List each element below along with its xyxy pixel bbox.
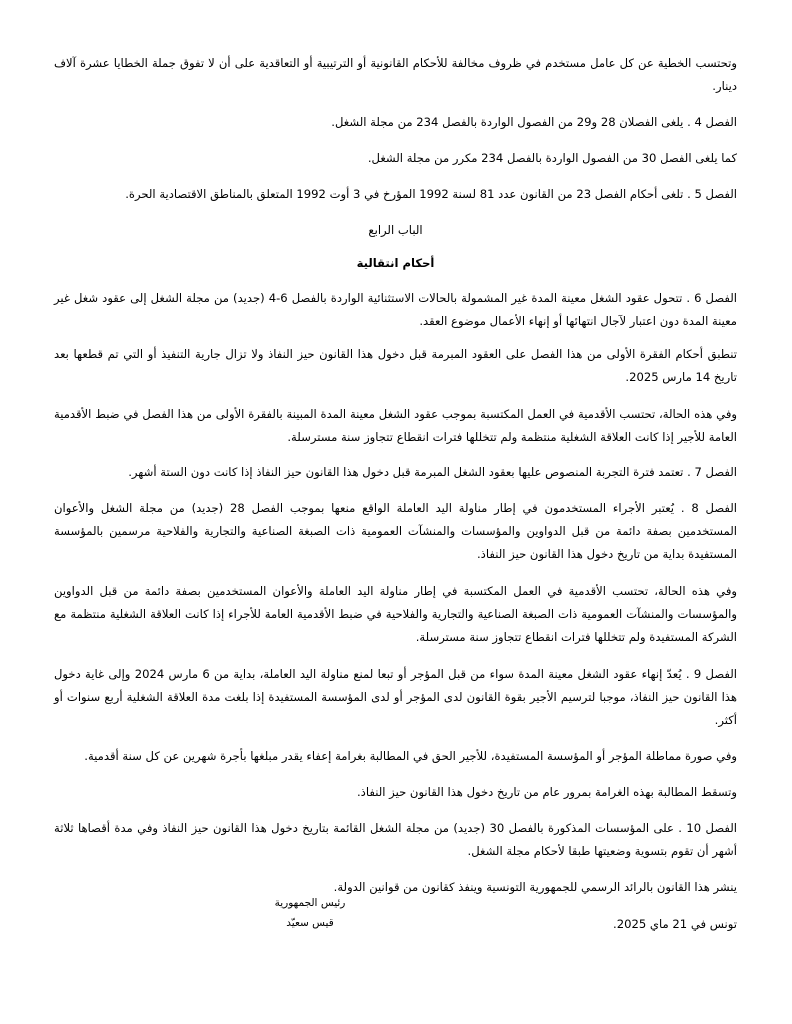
chapter-heading: الباب الرابع — [368, 223, 423, 237]
section-title: أحكام انتقالية — [356, 256, 435, 270]
paragraph-article-8-seniority: وفي هذه الحالة، تحتسب الأقدمية في العمل المكتسبة في إطار مناولة اليد العاملة والأعوان المستخدمين بصفة دائمة من قبل الدواوين والمؤسسات والمنشآت العمومية ذات الصبغة الصناعية والتجارية والفلاحية في ضبط الأقدمية العامة للأجراء إذا كانت العلاقة الشغلية منتظمة مع الشركة المستفيدة ولم تتخللها فترات انقطاع تتجاوز سنة مسترسلة. — [54, 584, 737, 644]
paragraph-article-9-limitation: وتسقط المطالبة بهذه الغرامة بمرور عام من تاريخ دخول هذا القانون حيز النفاذ. — [357, 785, 737, 799]
paragraph-article-10: الفصل 10 . على المؤسسات المذكورة بالفصل 30 (جديد) من مجلة الشغل القائمة بتاريخ دخول هذا القانون حيز النفاذ وفي مدة أقصاها ثلاثة أشهر أن تقوم بتسوية وضعيتها طبقا لأحكام مجلة الشغل. — [54, 821, 738, 858]
paragraph-article-7: الفصل 7 . تعتمد فترة التجربة المنصوص عليها بعقود الشغل المبرمة قبل دخول هذا القانون حيز النفاذ إذا كانت دون الستة أشهر. — [128, 465, 737, 479]
paragraph-article-8: الفصل 8 . يُعتبر الأجراء المستخدمون في إطار مناولة اليد العاملة الواقع منعها بموجب الفصل 28 (جديد) من مجلة الشغل والأعوان المستخدمين بصفة دائمة من قبل الدواوين والمؤسسات والمنشآت العمومية ذات الصبغة الصناعية والتجارية والفلاحية مرسمين بالمؤسسة المستفيدة بداية من تاريخ دخول هذا القانون حيز النفاذ. — [54, 501, 737, 561]
paragraph-date: تونس في 21 ماي 2025. — [613, 917, 737, 931]
paragraph-article-6-seniority: وفي هذه الحالة، تحتسب الأقدمية في العمل المكتسبة بموجب عقود الشغل معينة المدة المبينة بالفقرة الأولى من هذا الفصل في ضبط الأقدمية العامة للأجير إذا كانت العلاقة الشغلية منتظمة ولم تتخللها فترات انقطاع تتجاوز سنة مسترسلة. — [54, 407, 737, 444]
paragraph-article-9: الفصل 9 . يُعدّ إنهاء عقود الشغل معينة المدة سواء من قبل المؤجر أو تبعا لمنع مناولة اليد العاملة، بداية من 6 مارس 2024 وإلى غاية دخول هذا القانون حيز النفاذ، موجبا لترسيم الأجير بقوة القانون لدى المؤجر أو لدى المؤسسة المستفيدة إذا بلغت مدة العلاقة الشغلية أربع سنوات أو أكثر. — [54, 667, 738, 727]
signature-title: رئيس الجمهورية — [274, 897, 346, 909]
paragraph-article-4-cont: كما يلغى الفصل 30 من الفصول الواردة بالفصل 234 مكرر من مجلة الشغل. — [367, 151, 737, 165]
paragraph-fines-clause: وتحتسب الخطية عن كل عامل مستخدم في ظروف مخالفة للأحكام القانونية أو الترتيبية أو التعاقدية على أن لا تفوق جملة الخطايا عشرة آلاف دينار. — [54, 56, 737, 93]
paragraph-article-9-penalty: وفي صورة مماطلة المؤجر أو المؤسسة المستفيدة، للأجير الحق في المطالبة بغرامة إعفاء يقدر مبلغها بأجرة شهرين عن كل سنة أقدمية. — [84, 749, 737, 763]
paragraph-article-6: الفصل 6 . تتحول عقود الشغل معينة المدة غير المشمولة بالحالات الاستثنائية الواردة بالفصل 6-4 (جديد) من مجلة الشغل إلى عقود شغل غير معينة المدة دون اعتبار لآجال انتهائها أو إنهاء الأعمال موضوع العقد. — [54, 291, 738, 328]
paragraph-article-4: الفصل 4 . يلغى الفصلان 28 و29 من الفصول الواردة بالفصل 234 من مجلة الشغل. — [331, 115, 737, 129]
signature-name: قيس سعيّد — [286, 917, 334, 929]
signature-block — [270, 893, 350, 933]
paragraph-article-6-scope: تنطبق أحكام الفقرة الأولى من هذا الفصل على العقود المبرمة قبل دخول هذا القانون حيز النفاذ ولا تزال جارية التنفيذ أو التي تم قطعها بعد تاريخ 14 مارس 2025. — [54, 347, 737, 384]
document-body — [54, 52, 737, 950]
paragraph-article-5: الفصل 5 . تلغى أحكام الفصل 23 من القانون عدد 81 لسنة 1992 المؤرخ في 3 أوت 1992 المتعلق بالمناطق الاقتصادية الحرة. — [125, 187, 737, 201]
paragraph-publication: ينشر هذا القانون بالرائد الرسمي للجمهورية التونسية وينفذ كقانون من قوانين الدولة. — [333, 880, 737, 894]
